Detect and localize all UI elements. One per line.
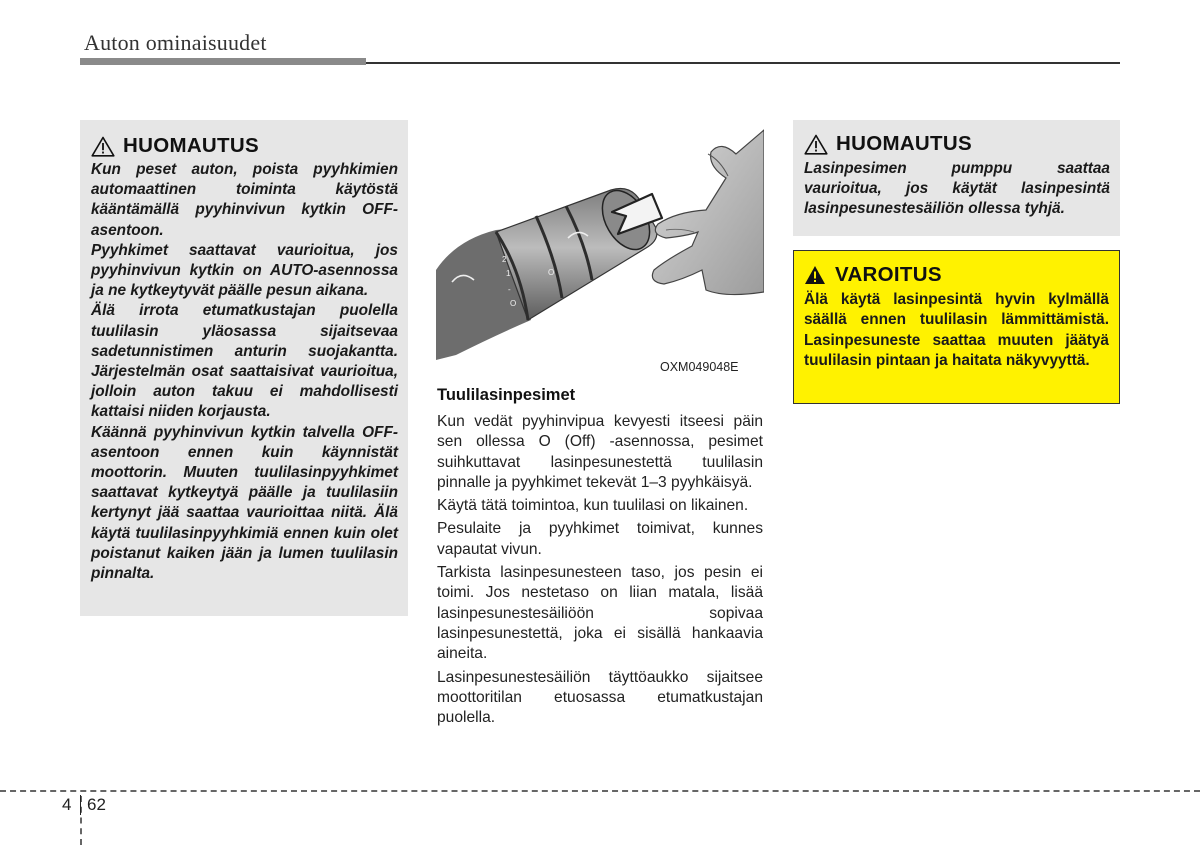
section-heading: Tuulilasinpesimet <box>437 386 576 404</box>
note-title-row <box>91 134 398 158</box>
page-number-separator <box>80 795 81 815</box>
warning-triangle-filled-icon <box>804 265 826 285</box>
body-paragraph: Pesulaite ja pyyhkimet toimivat, kunnes vapautat vivun. <box>437 520 763 558</box>
warning-triangle-icon <box>91 136 115 157</box>
svg-text:O: O <box>510 299 517 308</box>
wiper-lever-illustration <box>436 120 764 380</box>
wiper-lever-drawing <box>436 120 764 380</box>
warning-title: VAROITUS <box>835 263 942 286</box>
note-title: HUOMAUTUS <box>123 134 259 157</box>
note-paragraph: Lasinpesimen pumppu saattaa vaurioitua, jos käytät lasinpesintä lasinpesunestesäiliön ollessa tyhjä. <box>804 160 1110 218</box>
warning-title-row <box>804 263 1109 287</box>
note-paragraph: Älä irrota etumatkustajan puolella tuulilasin yläosassa sijaitsevaa sadetunnistimen anturin suojakantta. Järjestelmän osat saattaisivat vaurioitua, jolloin auton takuu ei mahdollisesti kattaisi niiden korjausta. <box>91 302 398 421</box>
running-header: Auton ominaisuudet <box>84 30 267 55</box>
svg-text:-: - <box>508 285 511 294</box>
chapter-number: 4 <box>62 795 72 814</box>
note-paragraph: Pyyhkimet saattavat vaurioitua, jos pyyhinvivun kytkin on AUTO-asennossa ja ne kytkeytyvät päälle pesun aikana. <box>91 241 398 300</box>
note-title-row <box>804 132 1110 156</box>
note-paragraph: Käännä pyyhinvivun kytkin talvella OFF-asentoon ennen kuin käynnistät moottorin. Muuten tuulilasinpyyhkimet saattavat kytkeytyä päälle ja tuulilasiin kertynyt jää saattaa vaurioittaa niitä. Älä käytä tuulilasinpyyhkimiä ennen kuin olet poistanut kaiken jään ja lumen tuulilasin pinnalta. <box>91 423 398 583</box>
note-box-left <box>80 120 408 616</box>
header-rule <box>366 62 1120 64</box>
figure-code: OXM049048E <box>660 360 739 374</box>
page-number: 62 <box>87 795 106 814</box>
svg-text:O: O <box>548 268 555 277</box>
body-paragraph: Lasinpesunestesäiliön täyttöaukko sijaitsee moottoritilan etuosassa etumatkustajan puolella. <box>437 668 763 727</box>
warning-paragraph: Älä käytä lasinpesintä hyvin kylmällä säällä ennen tuulilasin lämmittämistä. Lasinpesuneste saattaa muuten jäätyä tuulilasin pintaan ja haitata näkyvyyttä. <box>804 291 1109 369</box>
body-paragraph: Kun vedät pyyhinvipua kevyesti itseesi päin sen ollessa O (Off) -asennossa, pesimet suihkuttavat lasinpesunestettä tuulilasin pinnalle ja pyyhkimet tekevät 1–3 pyyhkäisyä. <box>437 413 763 491</box>
body-paragraph: Käytä tätä toimintoa, kun tuulilasi on likainen. <box>437 497 749 515</box>
footer-dashed-rule <box>0 790 1200 792</box>
svg-text:1: 1 <box>506 269 511 278</box>
note-paragraph: Kun peset auton, poista pyyhkimien automaattinen toiminta käytöstä kääntämällä pyyhinvivun kytkin OFF-asentoon. <box>91 161 398 239</box>
note-title: HUOMAUTUS <box>836 132 972 155</box>
note-box-right <box>793 120 1120 236</box>
body-paragraph: Tarkista lasinpesunesteen taso, jos pesin ei toimi. Jos nestetaso on liian matala, lisää lasinpesunestesäiliöön sopivaa lasinpesunestettä, joka ei sisällä hankaavia aineita. <box>437 564 763 663</box>
warning-triangle-icon <box>804 134 828 155</box>
warning-box <box>793 250 1120 404</box>
section-body <box>437 412 763 731</box>
svg-text:2: 2 <box>502 255 507 264</box>
header-bar <box>80 58 366 65</box>
